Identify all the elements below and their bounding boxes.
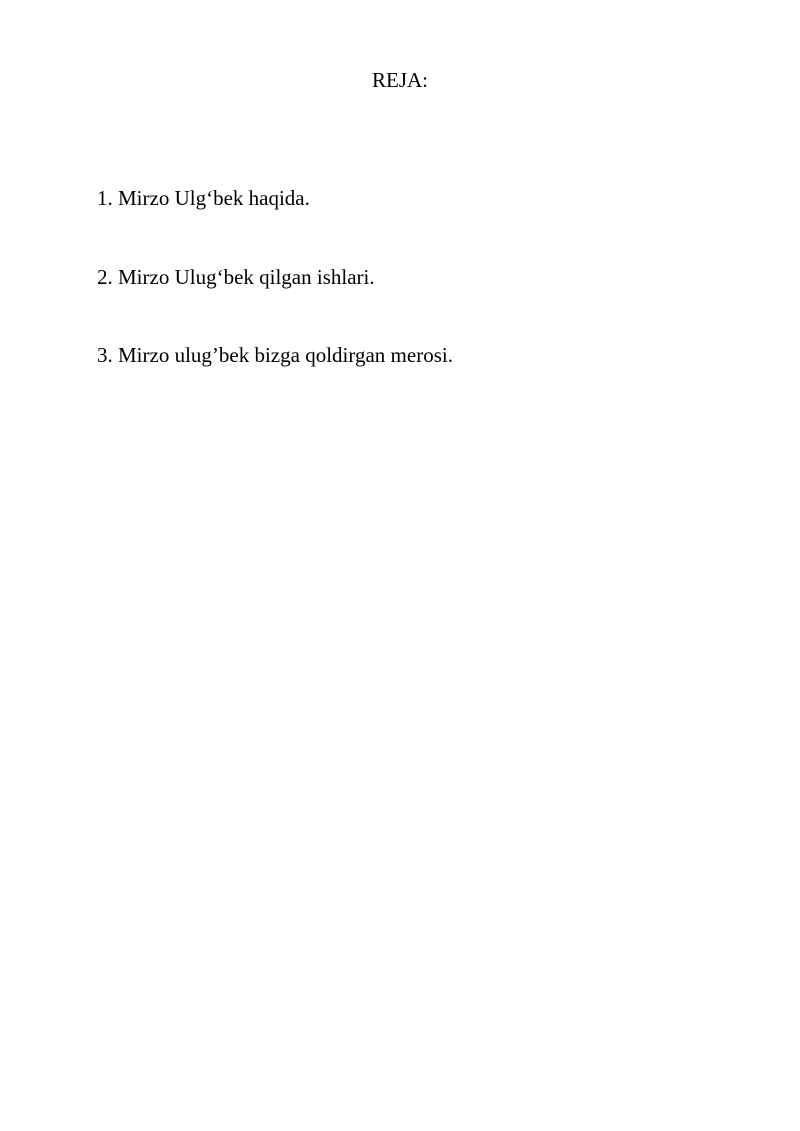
plan-item: 3. Mirzo ulug’bek bizga qoldirgan merosi. bbox=[97, 343, 453, 367]
plan-item: 2. Mirzo Ulug‘bek qilgan ishlari. bbox=[97, 265, 375, 289]
plan-item: 1. Mirzo Ulg‘bek haqida. bbox=[97, 186, 310, 210]
page-title: REJA: bbox=[371, 68, 428, 92]
